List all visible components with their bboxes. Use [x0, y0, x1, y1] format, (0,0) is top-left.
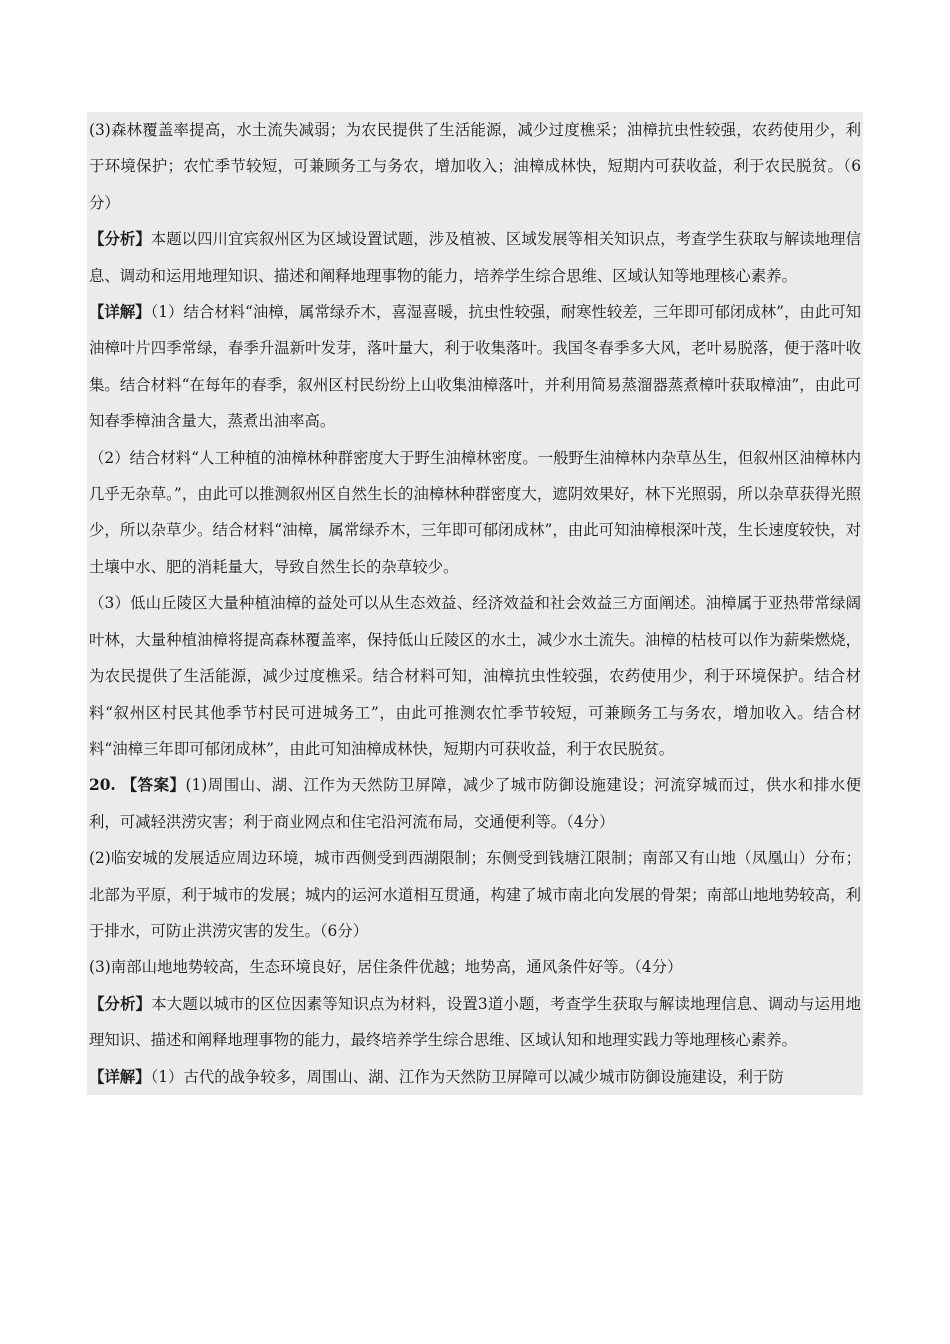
paragraph-text: (3)森林覆盖率提高，水土流失减弱；为农民提供了生活能源，减少过度樵采；油樟抗虫性较强，农药使用少，利于环境保护；农忙季节较短，可兼顾务工与务农，增加收入；油樟成林快，短期内可获收益，利于农民脱贫。（6分）	[89, 121, 861, 212]
paragraph-text: （1）古代的战争较多，周围山、湖、江作为天然防卫屏障可以减少城市防御设施建设，利于防	[150, 1067, 784, 1086]
paragraph-lead: 20. 【答案】	[89, 776, 186, 795]
paragraph-lead: 【分析】	[89, 230, 151, 249]
paragraph-q19-detail-3	[87, 585, 863, 767]
paragraph-lead: 【详解】	[89, 303, 151, 322]
paragraph-q20-detail-1	[87, 1059, 863, 1095]
paragraph-q20-answer-3	[87, 949, 863, 985]
paragraph-q20-answer-2	[87, 840, 863, 949]
paragraph-text: （1）结合材料“油樟，属常绿乔木，喜湿喜暖，抗虫性较强，耐寒性较差，三年即可郁闭成林”，由此可知油樟叶片四季常绿，春季升温新叶发芽，落叶量大，利于收集落叶。我国冬春季多大风，老叶易脱落，便于落叶收集。结合材料“在每年的春季，叙州区村民纷纷上山收集油樟落叶，并利用简易蒸溜器蒸煮樟叶获取樟油”，由此可知春季樟油含量大，蒸煮出油率高。	[89, 303, 861, 431]
paragraph-text: (1)周围山、湖、江作为天然防卫屏障，减少了城市防御设施建设；河流穿城而过，供水和排水便利，可减轻洪涝灾害；利于商业网点和住宅沿河流布局，交通便利等。（4分）	[89, 776, 861, 831]
answer-page	[87, 112, 863, 1095]
paragraph-q19-answer-3	[87, 112, 863, 221]
paragraph-q19-detail-1	[87, 294, 863, 440]
paragraph-text: 本题以四川宜宾叙州区为区域设置试题，涉及植被、区域发展等相关知识点，考查学生获取与解读地理信息、调动和运用地理知识、描述和阐释地理事物的能力，培养学生综合思维、区域认知等地理核心素养。	[89, 230, 861, 285]
paragraph-text: 本大题以城市的区位因素等知识点为材料，设置3道小题，考查学生获取与解读地理信息、调动与运用地理知识、描述和阐释地理事物的能力，最终培养学生综合思维、区域认知和地理实践力等地理核心素养。	[89, 994, 861, 1050]
paragraph-q20-answer-1	[87, 767, 863, 840]
paragraph-q19-analysis	[87, 221, 863, 294]
paragraph-lead: 【分析】	[89, 994, 152, 1013]
paragraph-text: （2）结合材料“人工种植的油樟林种群密度大于野生油樟林密度。一般野生油樟林内杂草丛生，但叙州区油樟林内几乎无杂草。”，由此可以推测叙州区自然生长的油樟林种群密度大，遮阴效果好，林下光照弱，所以杂草获得光照少，所以杂草少。结合材料“油樟，属常绿乔木，三年即可郁闭成林”，由此可知油樟根深叶茂，生长速度较快，对土壤中水、肥的消耗量大，导致自然生长的杂草较少。	[89, 448, 861, 576]
paragraph-text: (2)临安城的发展适应周边环境，城市西侧受到西湖限制；东侧受到钱塘江限制；南部又有山地（凤凰山）分布；北部为平原，利于城市的发展；城内的运河水道相互贯通，构建了城市南北向发展的骨架；南部山地地势较高，利于排水，可防止洪涝灾害的发生。（6分）	[89, 849, 861, 940]
paragraph-q20-analysis	[87, 986, 863, 1059]
paragraph-text: （3）低山丘陵区大量种植油樟的益处可以从生态效益、经济效益和社会效益三方面阐述。油樟属于亚热带常绿阔叶林，大量种植油樟将提高森林覆盖率，保持低山丘陵区的水土，减少水土流失。油樟的枯枝可以作为薪柴燃烧，为农民提供了生活能源，减少过度樵采。结合材料可知，油樟抗虫性较强，农药使用少，利于环境保护。结合材料“叙州区村民其他季节村民可进城务工”，由此可推测农忙季节较短，可兼顾务工与务农，增加收入。结合材料“油樟三年即可郁闭成林”，由此可知油樟成林快，短期内可获收益，利于农民脱贫。	[89, 594, 861, 758]
paragraph-lead: 【详解】	[89, 1067, 151, 1086]
paragraph-text: (3)南部山地地势较高，生态环境良好，居住条件优越；地势高，通风条件好等。（4分）	[89, 958, 683, 977]
paragraph-q19-detail-2	[87, 440, 863, 586]
